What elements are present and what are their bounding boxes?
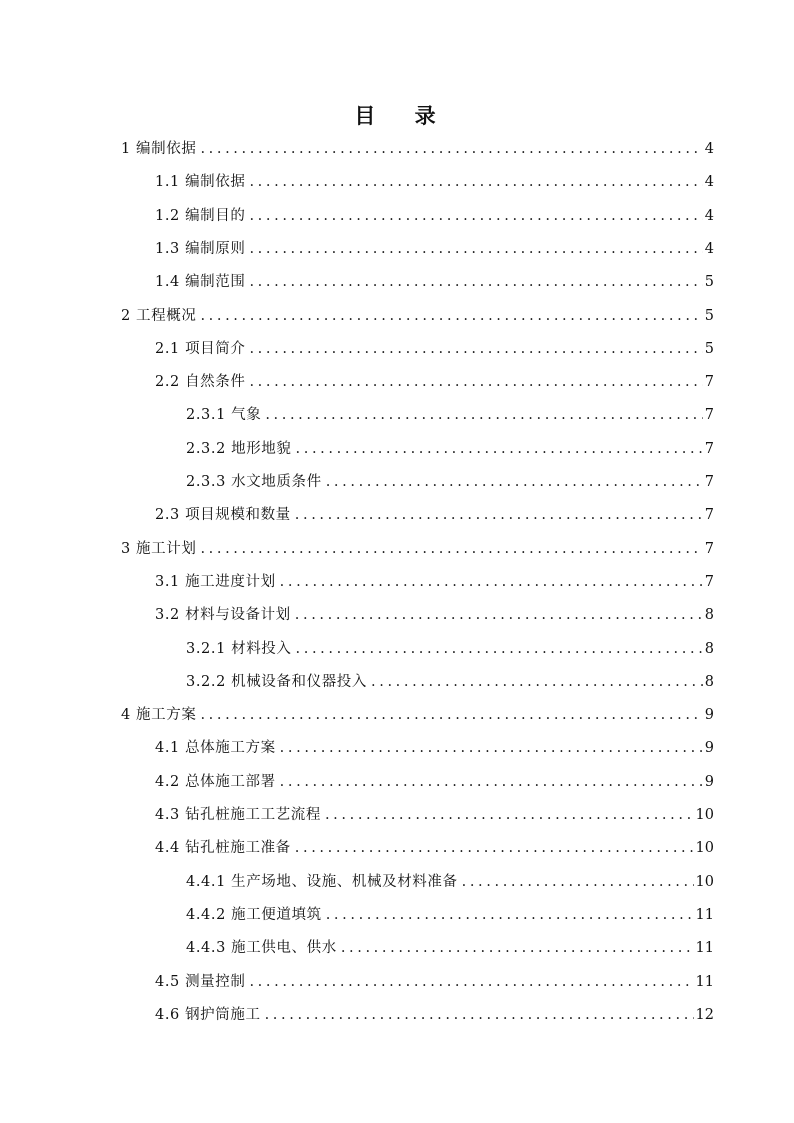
toc-entry[interactable] <box>155 503 714 527</box>
toc-dot-leader <box>200 304 702 328</box>
toc-dot-leader <box>296 637 703 661</box>
toc-entry-title: 4.4.3 施工供电、供水 <box>186 940 337 957</box>
toc-entry[interactable] <box>155 836 714 860</box>
toc-dot-leader <box>265 1003 694 1027</box>
toc-entry[interactable] <box>121 304 714 328</box>
toc-entry-page-number: 7 <box>704 474 714 490</box>
toc-entry[interactable] <box>155 770 714 794</box>
toc-dot-leader <box>295 836 694 860</box>
toc-entry-title: 4.4.1 生产场地、设施、机械及材料准备 <box>186 873 458 890</box>
toc-entry[interactable] <box>121 703 714 727</box>
toc-entry-page-number: 7 <box>704 374 714 391</box>
toc-entry[interactable] <box>155 1003 714 1027</box>
toc-entry-page-number: 7 <box>704 573 714 590</box>
toc-entry[interactable] <box>186 470 714 494</box>
toc-entry[interactable] <box>155 204 714 228</box>
toc-entry[interactable] <box>186 437 714 461</box>
toc-entry-title: 2.3.1 气象 <box>186 407 262 424</box>
toc-dot-leader <box>265 403 702 427</box>
toc-entry[interactable] <box>186 637 714 661</box>
toc-entry-page-number: 10 <box>695 873 714 890</box>
toc-entry-page-number: 11 <box>695 940 714 957</box>
toc-entry-title: 4.2 总体施工部署 <box>155 773 276 790</box>
toc-dot-leader <box>341 936 694 960</box>
toc-entry[interactable] <box>121 537 714 561</box>
toc-entry[interactable] <box>186 903 714 927</box>
toc-entry-page-number: 9 <box>704 773 714 790</box>
toc-entry-title: 2.2 自然条件 <box>155 374 246 391</box>
toc-dot-leader <box>249 970 693 994</box>
toc-dot-leader <box>280 570 703 594</box>
toc-entry-title: 4.1 总体施工方案 <box>155 740 276 757</box>
toc-entry[interactable] <box>186 936 714 960</box>
toc-entry[interactable] <box>155 337 714 361</box>
toc-entry[interactable] <box>186 670 714 694</box>
toc-entry-page-number: 4 <box>704 174 714 191</box>
toc-entry-title: 3.2.2 机械设备和仪器投入 <box>186 673 368 690</box>
toc-entry-title: 3.2 材料与设备计划 <box>155 607 291 624</box>
toc-entry-page-number: 7 <box>704 507 714 524</box>
toc-entry-page-number: 11 <box>695 973 714 990</box>
toc-entry-page-number: 5 <box>704 307 714 324</box>
toc-entry-page-number: 9 <box>704 740 714 757</box>
toc-dot-leader <box>280 736 703 760</box>
toc-entry-page-number: 4 <box>704 240 714 257</box>
toc-dot-leader <box>249 170 702 194</box>
toc-entry-title: 2.3 项目规模和数量 <box>155 507 291 524</box>
toc-entry[interactable] <box>155 570 714 594</box>
toc-entry[interactable] <box>186 870 714 894</box>
toc-entry-title: 4.3 钻孔桩施工工艺流程 <box>155 807 321 823</box>
toc-entry-title: 4.4.2 施工便道填筑 <box>186 906 322 923</box>
toc-dot-leader <box>200 137 702 161</box>
toc-entry-page-number: 8 <box>704 640 714 657</box>
toc-dot-leader <box>326 903 694 927</box>
toc-entry[interactable] <box>155 970 714 994</box>
toc-entry-title: 1.1 编制依据 <box>155 174 246 191</box>
toc-dot-leader <box>296 437 703 461</box>
toc-entry-title: 4.4 钻孔桩施工准备 <box>155 840 291 857</box>
toc-title: 目 录 <box>354 103 452 128</box>
toc-dot-leader <box>249 370 702 394</box>
toc-dot-leader <box>326 470 703 494</box>
toc-entry-page-number: 8 <box>704 607 714 624</box>
toc-entry-title: 4 施工方案 <box>121 707 197 724</box>
toc-entry[interactable] <box>155 170 714 194</box>
toc-entry-title: 1.3 编制原则 <box>155 240 246 257</box>
toc-entry[interactable] <box>155 370 714 394</box>
toc-dot-leader <box>249 237 702 261</box>
toc-dot-leader <box>371 670 703 694</box>
toc-dot-leader <box>200 537 702 561</box>
toc-entry-page-number: 4 <box>704 141 714 157</box>
toc-entry-title: 4.5 测量控制 <box>155 973 246 990</box>
toc-entry[interactable] <box>155 270 714 294</box>
toc-entry-page-number: 5 <box>704 274 714 291</box>
toc-dot-leader <box>249 270 702 294</box>
toc-entry-page-number: 10 <box>695 807 714 823</box>
toc-entry-title: 2.3.2 地形地貌 <box>186 440 292 457</box>
toc-dot-leader <box>280 770 703 794</box>
toc-entry[interactable] <box>155 803 714 827</box>
toc-entry-page-number: 9 <box>704 707 714 724</box>
toc-entry-title: 3 施工计划 <box>121 540 197 557</box>
toc-entry-page-number: 4 <box>704 207 714 224</box>
toc-dot-leader <box>295 603 703 627</box>
toc-entry-page-number: 11 <box>695 906 714 923</box>
toc-entry[interactable] <box>186 403 714 427</box>
toc-dot-leader <box>200 703 702 727</box>
toc-entry-title: 2.1 项目简介 <box>155 340 246 357</box>
toc-entry[interactable] <box>121 137 714 161</box>
toc-entry-page-number: 5 <box>704 340 714 357</box>
toc-entry-page-number: 12 <box>695 1006 714 1023</box>
toc-entry-title: 4.6 钢护筒施工 <box>155 1006 261 1023</box>
toc-entry-page-number: 10 <box>695 840 714 857</box>
toc-dot-leader <box>249 204 702 228</box>
toc-entry[interactable] <box>155 237 714 261</box>
toc-entry-title: 3.1 施工进度计划 <box>155 573 276 590</box>
toc-entry-title: 3.2.1 材料投入 <box>186 640 292 657</box>
toc-entry-page-number: 8 <box>704 673 714 690</box>
toc-entry-page-number: 7 <box>704 407 714 424</box>
toc-dot-leader <box>249 337 702 361</box>
toc-dot-leader <box>462 870 694 894</box>
toc-dot-leader <box>325 803 694 827</box>
toc-entry-page-number: 7 <box>704 440 714 457</box>
toc-entry-page-number: 7 <box>704 540 714 557</box>
toc-entry[interactable] <box>155 736 714 760</box>
toc-entry-title: 1.4 编制范围 <box>155 274 246 291</box>
toc-dot-leader <box>295 503 703 527</box>
toc-entry-title: 1 编制依据 <box>121 141 197 157</box>
toc-entry-title: 1.2 编制目的 <box>155 207 246 224</box>
toc-entry-title: 2 工程概况 <box>121 307 197 324</box>
toc-entry-title: 2.3.3 水文地质条件 <box>186 474 322 490</box>
toc-entry[interactable] <box>155 603 714 627</box>
